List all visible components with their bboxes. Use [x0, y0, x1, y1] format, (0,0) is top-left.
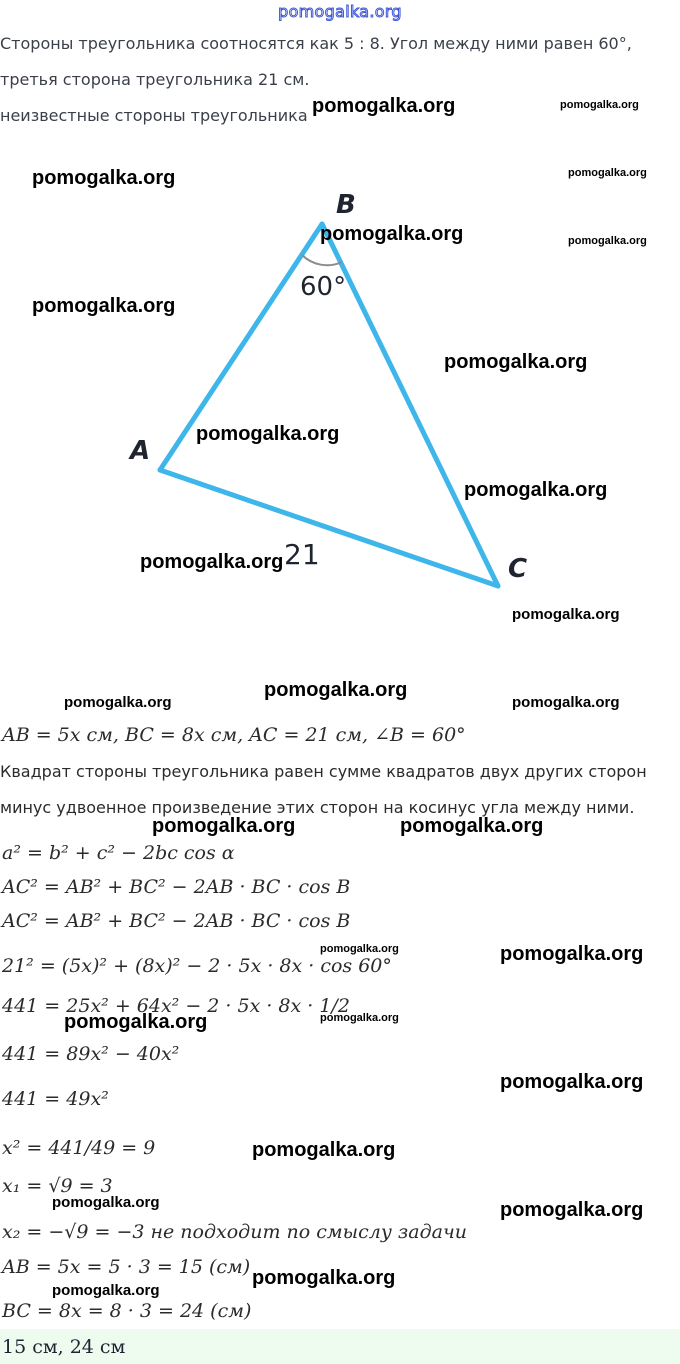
- watermark: pomogalka.org: [196, 423, 340, 445]
- watermark: pomogalka.org: [312, 95, 456, 117]
- watermark: pomogalka.org: [568, 235, 647, 247]
- watermark: pomogalka.org: [152, 815, 296, 837]
- watermark: pomogalka.org: [64, 694, 172, 711]
- equation-9: x₁ = √9 = 3: [2, 1175, 113, 1197]
- equation-2: AC² = AB² + BC² − 2AB · BC · cos B: [2, 876, 351, 898]
- equation-5: 441 = 25x² + 64x² − 2 · 5x · 8x · 1/2: [2, 995, 350, 1017]
- given-line: AB = 5x см, BC = 8x см, AC = 21 см, ∠B = 60°: [2, 724, 466, 746]
- equation-10: x₂ = −√9 = −3 не подходит по смыслу задачи: [2, 1221, 467, 1243]
- angle-b-label: 60°: [300, 272, 347, 302]
- watermark: pomogalka.org: [320, 223, 464, 245]
- task-line-1: Стороны треугольника соотносятся как 5 : 8. Угол между ними равен 60°,: [0, 34, 632, 53]
- equation-3: AC² = AB² + BC² − 2AB · BC · cos B: [2, 910, 351, 932]
- answer-text: 15 см, 24 см: [2, 1336, 126, 1358]
- watermark: pomogalka.org: [320, 1012, 399, 1024]
- watermark: pomogalka.org: [64, 1011, 208, 1033]
- watermark: pomogalka.org: [320, 943, 399, 955]
- vertex-b-label: B: [336, 190, 356, 220]
- watermark: pomogalka.org: [464, 479, 608, 501]
- watermark: pomogalka.org: [252, 1139, 396, 1161]
- watermark: pomogalka.org: [444, 351, 588, 373]
- equation-11: AB = 5x = 5 · 3 = 15 (см): [2, 1256, 251, 1278]
- watermark: pomogalka.org: [32, 295, 176, 317]
- watermark: pomogalka.org: [568, 167, 647, 179]
- rule-line-1: Квадрат стороны треугольника равен сумме квадратов двух других сторон: [0, 762, 647, 781]
- watermark: pomogalka.org: [560, 99, 639, 111]
- watermark: pomogalka.org: [500, 943, 644, 965]
- watermark: pomogalka.org: [512, 606, 620, 623]
- watermark: pomogalka.org: [252, 1267, 396, 1289]
- watermark: pomogalka.org: [32, 167, 176, 189]
- equation-1: a² = b² + c² − 2bc cos α: [2, 842, 235, 864]
- watermark: pomogalka.org: [52, 1282, 160, 1299]
- rule-line-2: минус удвоенное произведение этих сторон на косинус угла между ними.: [0, 798, 635, 817]
- equation-6: 441 = 89x² − 40x²: [2, 1043, 180, 1065]
- site-brand[interactable]: pomogalka.org: [278, 2, 402, 21]
- watermark: pomogalka.org: [512, 694, 620, 711]
- side-bc: [322, 224, 498, 586]
- equation-7: 441 = 49x²: [2, 1088, 109, 1110]
- watermark: pomogalka.org: [52, 1194, 160, 1211]
- equation-8: x² = 441/49 = 9: [2, 1137, 156, 1159]
- vertex-a-label: A: [130, 436, 151, 466]
- watermark: pomogalka.org: [500, 1199, 644, 1221]
- watermark: pomogalka.org: [264, 679, 408, 701]
- task-line-2: третья сторона треугольника 21 см.: [0, 70, 310, 89]
- equation-12: BC = 8x = 8 · 3 = 24 (см): [2, 1300, 252, 1322]
- equation-4: 21² = (5x)² + (8x)² − 2 · 5x · 8x · cos 60°: [2, 955, 392, 977]
- side-ac-label: 21: [284, 538, 320, 571]
- vertex-c-label: C: [508, 554, 528, 584]
- watermark: pomogalka.org: [500, 1071, 644, 1093]
- task-line-3: неизвестные стороны треугольника: [0, 106, 308, 125]
- watermark: pomogalka.org: [140, 551, 284, 573]
- watermark: pomogalka.org: [400, 815, 544, 837]
